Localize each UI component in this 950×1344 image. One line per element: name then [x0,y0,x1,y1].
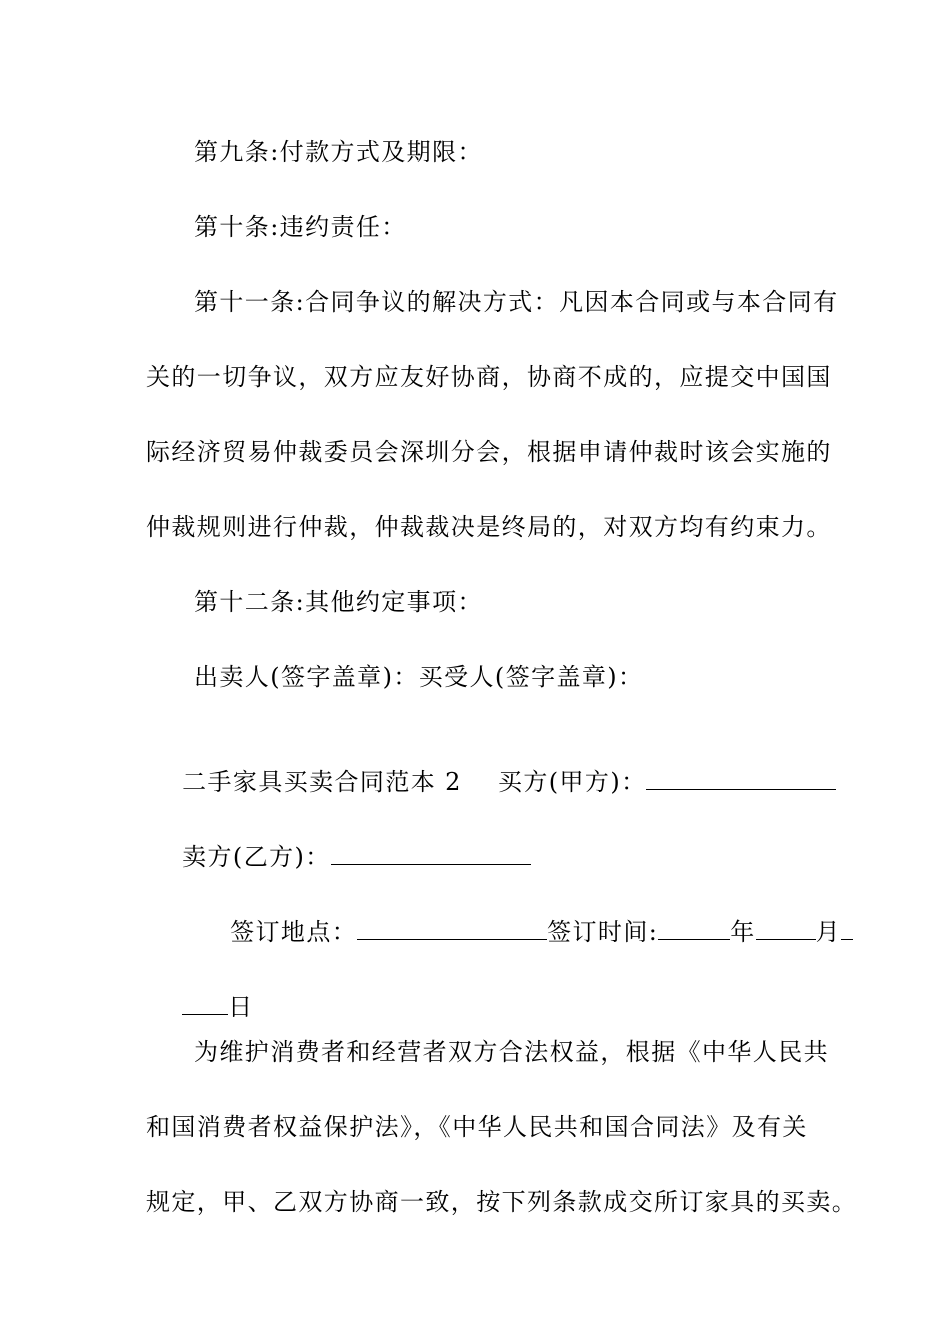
year-blank [658,917,730,940]
signing-place-label: 签订地点： [230,918,358,946]
signature-line: 出卖人(签字盖章)：买受人(签字盖章)： [194,663,644,691]
article-9: 第九条:付款方式及期限： [194,138,483,166]
article-10: 第十条:违约责任： [194,213,407,241]
preamble-line-2: 和国消费者权益保护法》，《中华人民共和国合同法》及有关 [146,1113,808,1141]
article-11-line-4: 仲裁规则进行仲裁，仲裁裁决是终局的，对双方均有约束力。 [146,513,832,541]
article-11-line-3: 际经济贸易仲裁委员会深圳分会，根据申请仲裁时该会实施的 [146,438,832,466]
template-title: 二手家具买卖合同范本 2 [182,768,462,796]
signing-time-label: 签订时间: [547,918,659,946]
buyer-blank [646,767,836,790]
day-blank [182,992,228,1015]
spacer [462,768,498,796]
day-blank-start [841,917,853,940]
month-blank [756,917,816,940]
seller-blank [331,842,531,865]
seller-label: 卖方(乙方)： [182,843,331,871]
preamble-line-1: 为维护消费者和经营者双方合法权益，根据《中华人民共 [194,1038,829,1066]
article-11-line-1: 第十一条:合同争议的解决方式：凡因本合同或与本合同有 [194,288,839,316]
article-12: 第十二条:其他约定事项： [194,588,483,616]
article-11-line-2: 关的一切争议，双方应友好协商，协商不成的，应提交中国国 [146,363,832,391]
year-label: 年 [730,918,756,946]
day-label: 日 [228,993,254,1021]
signing-place-blank [357,917,547,940]
preamble-line-3: 规定，甲、乙双方协商一致，按下列条款成交所订家具的买卖。 [146,1188,858,1216]
month-label: 月 [815,918,842,946]
buyer-label: 买方(甲方)： [497,768,647,796]
